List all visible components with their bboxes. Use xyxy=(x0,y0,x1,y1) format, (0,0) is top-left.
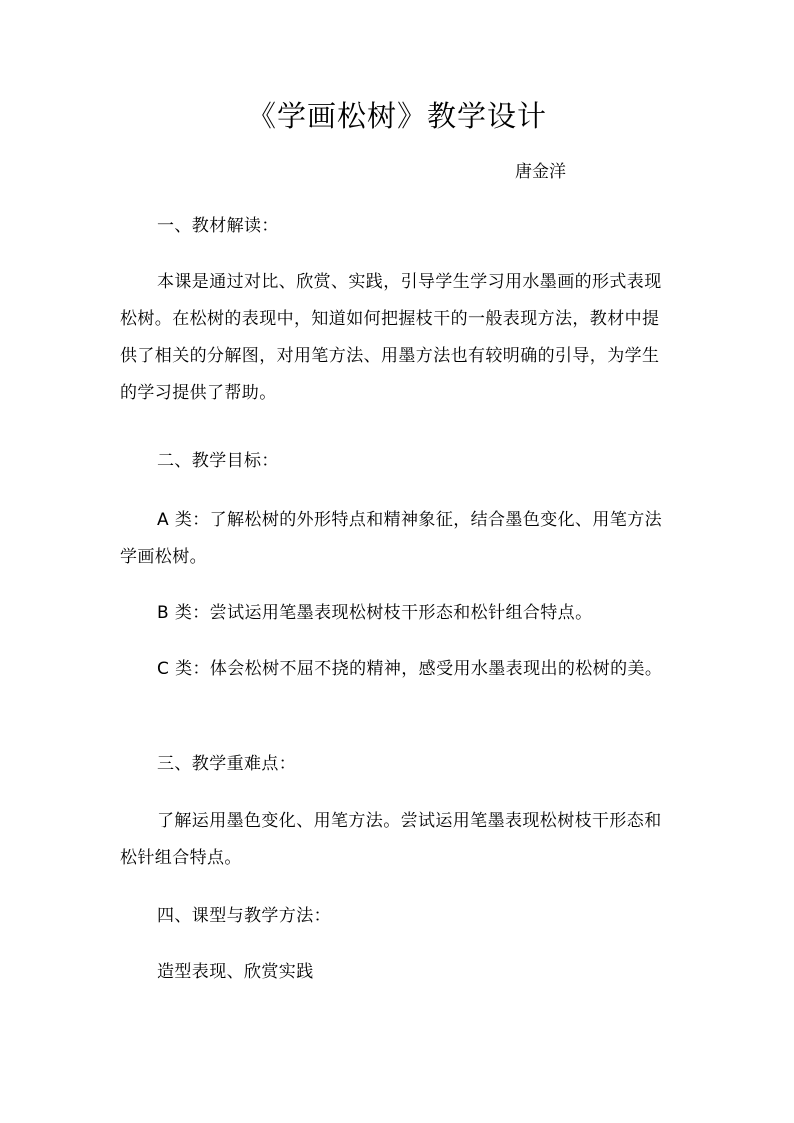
author-name: 唐金洋 xyxy=(515,162,566,182)
section-2-paragraph-c: C 类：体会松树不屈不挠的精神，感受用水墨表现出的松树的美。 xyxy=(157,659,663,679)
section-2-paragraph-a: A 类：了解松树的外形特点和精神象征，结合墨色变化、用笔方法学画松树。 xyxy=(120,510,663,567)
section-heading-1: 一、教材解读： xyxy=(157,216,279,236)
section-heading-4: 四、课型与教学方法： xyxy=(157,906,331,926)
section-heading-3: 三、教学重难点： xyxy=(157,754,297,774)
section-1-paragraph-1: 本课是通过对比、欣赏、实践，引导学生学习用水墨画的形式表现松树。在松树的表现中，知道如何把握枝干的一般表现方法，教材中提供了相关的分解图，对用笔方法、用墨方法也有较明确的引导，为学生的学习提供了帮助。 xyxy=(120,272,662,403)
document-title: 《学画松树》教学设计 xyxy=(246,99,547,133)
section-2-paragraph-b: B 类：尝试运用笔墨表现松树枝干形态和松针组合特点。 xyxy=(157,603,593,623)
section-4-paragraph-1: 造型表现、欣赏实践 xyxy=(157,962,314,982)
section-heading-2: 二、教学目标： xyxy=(157,451,279,471)
section-3-paragraph-1: 了解运用墨色变化、用笔方法。尝试运用笔墨表现松树枝干形态和松针组合特点。 xyxy=(120,811,662,868)
